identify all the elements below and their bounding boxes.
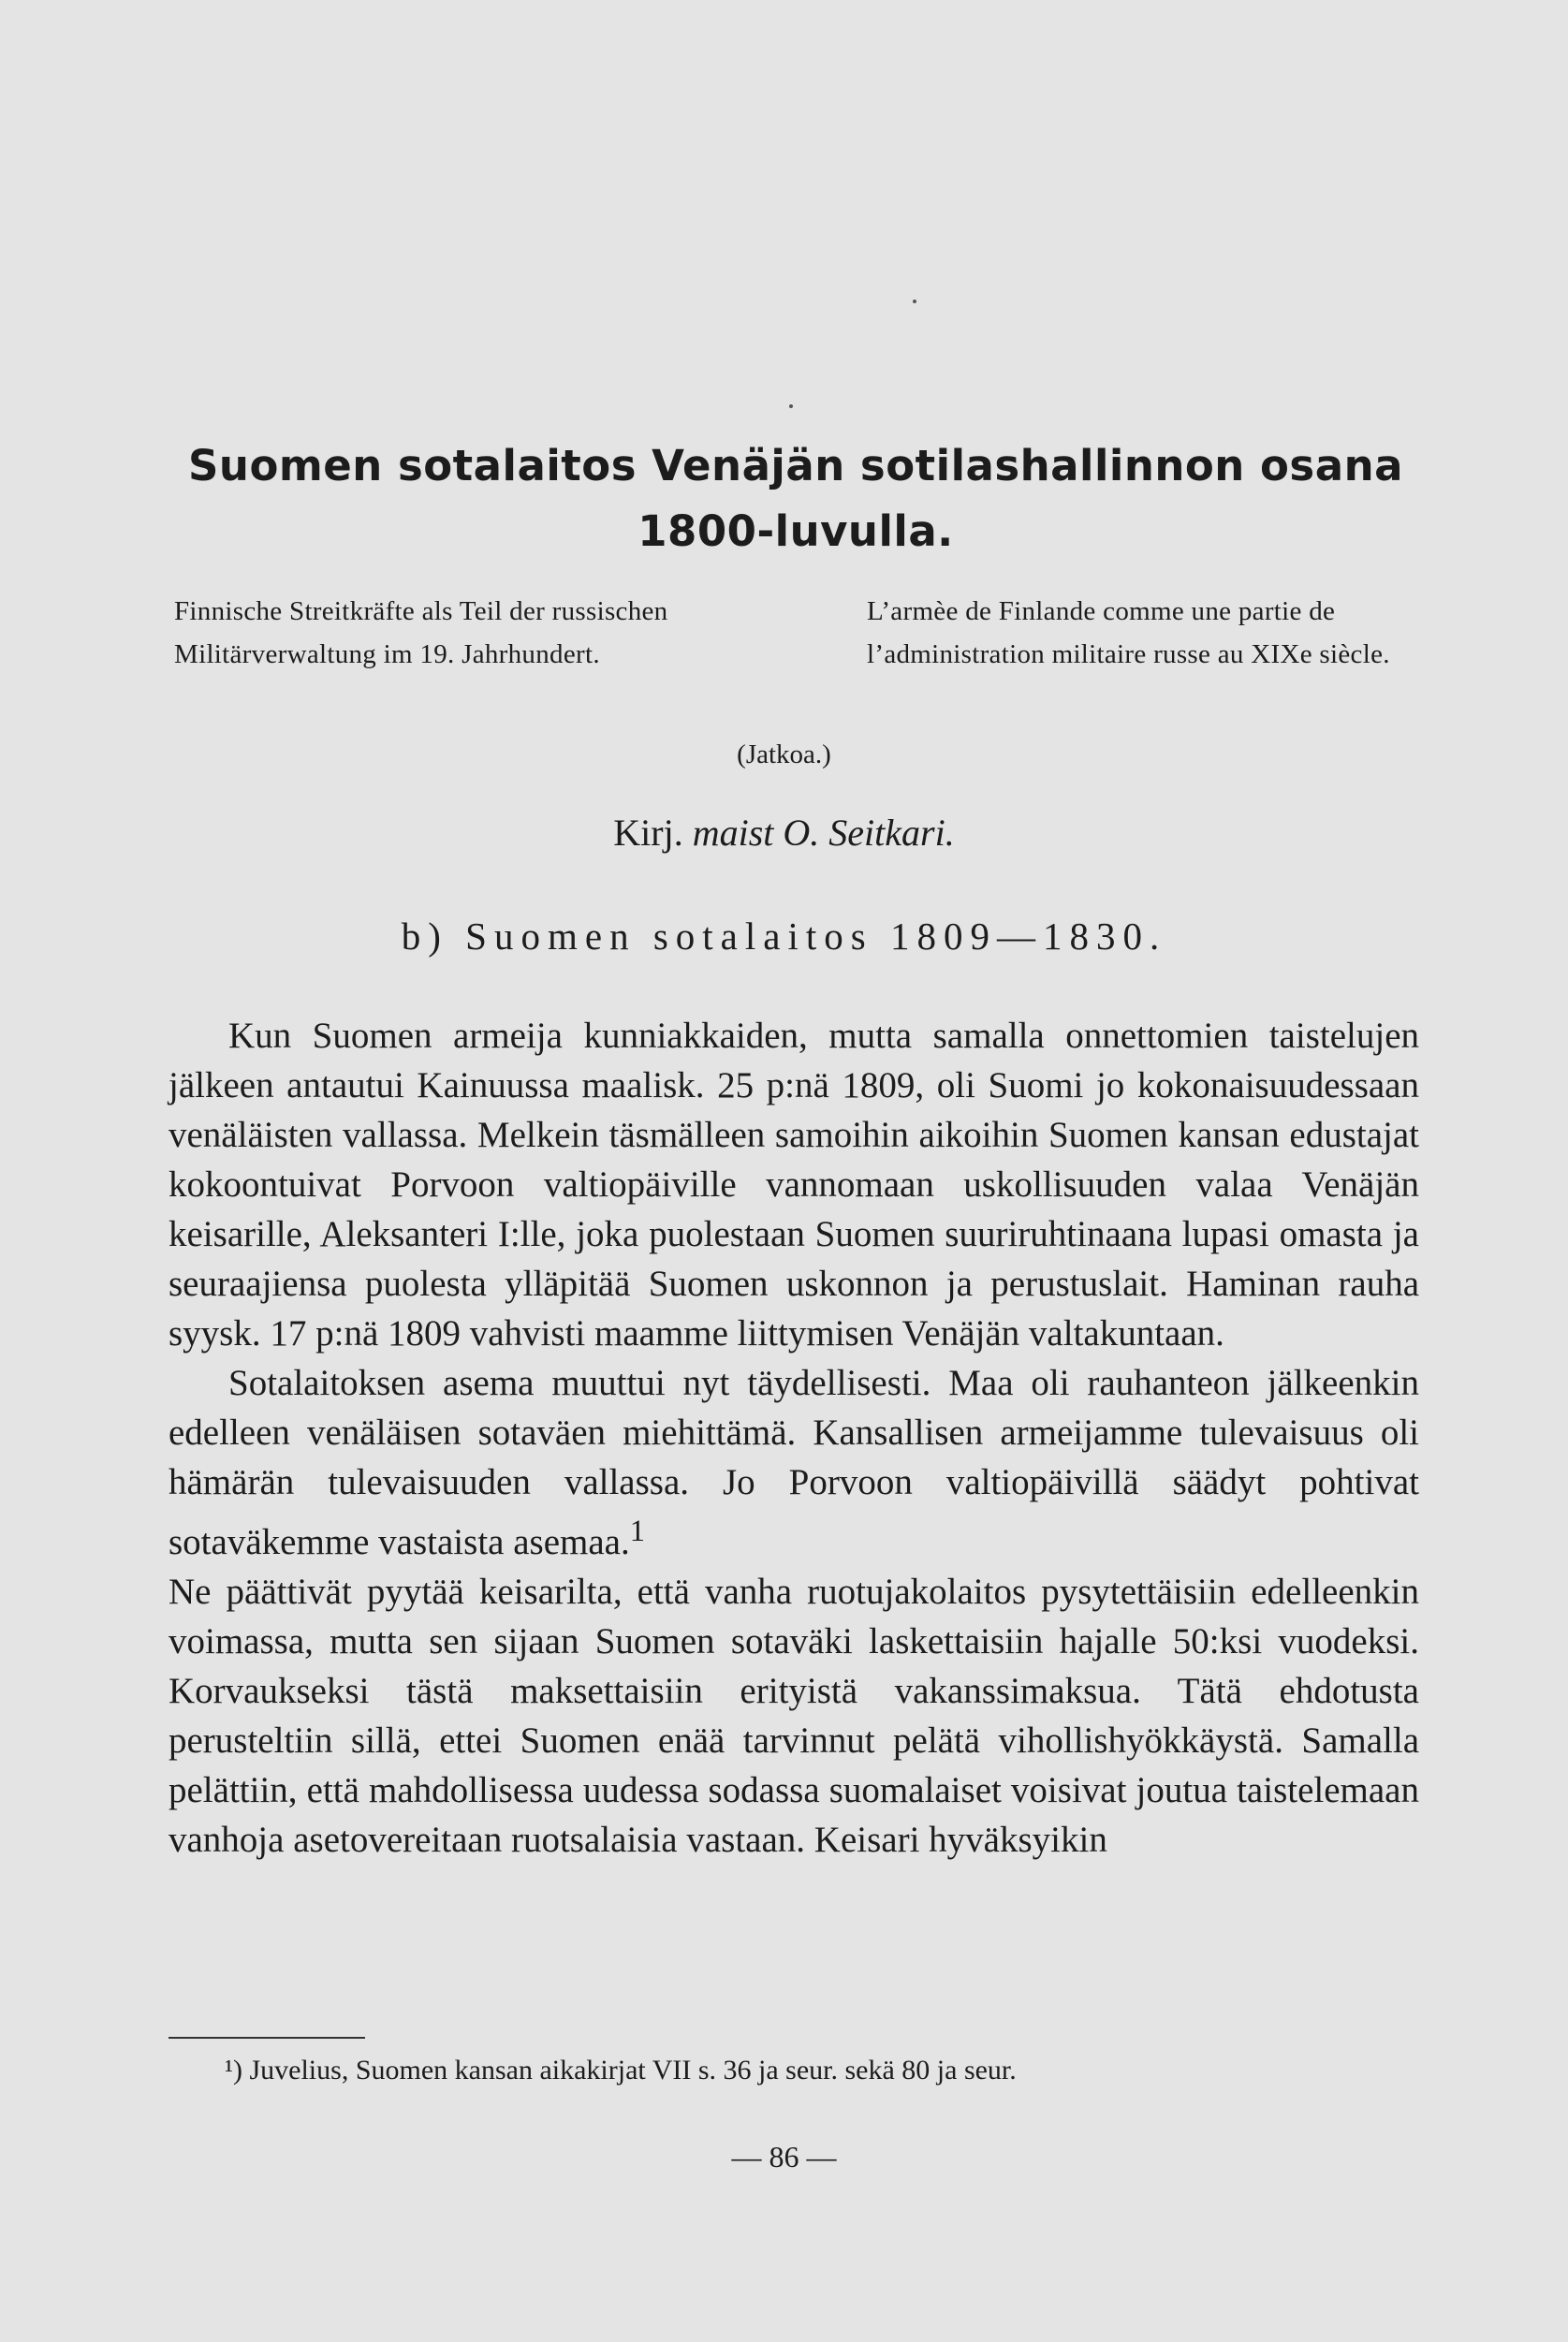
- article-title-line-2: 1800-luvulla.: [637, 506, 954, 556]
- author-name: maist O. Seitkari.: [692, 812, 955, 854]
- footnote-divider: [169, 2037, 365, 2039]
- author-prefix: Kirj.: [613, 812, 683, 854]
- paragraph-1: Kun Suomen armeija kunniakkaiden, mutta samalla onnettomien taistelujen jälkeen antautui Kainuussa maalisk. 25 p:nä 1809, oli Suomi jo kokonaisuudessaan venäläisten vallassa. Melkein täsmälleen samoihin aikoihin Suomen kansan edustajat kokoontuivat Porvoon valtiopäiville vannomaan uskollisuuden valaa Venäjän keisarille, Aleksanteri I:lle, joka puolestaan Suomen suuriruhtinaana lupasi omasta ja seuraajiensa puolesta ylläpitää Suomen uskonnon ja perustuslait. Haminan rauha syysk. 17 p:nä 1809 vahvisti maamme liittymisen Venäjän valtakuntaan.: [169, 1016, 1419, 1354]
- paragraph-2-text: Sotalaitoksen asema muuttui nyt täydellisesti. Maa oli rauhanteon jälkeenkin edelleen venäläisen sotaväen miehittämä. Kansallisen armeijamme tulevaisuus oli hämärän tulevaisuuden vallassa. Jo Porvoon valtiopäivillä säädyt pohtivat sotaväkemme vastaista asemaa.: [169, 1363, 1419, 1562]
- page-number: — 86 —: [731, 2140, 837, 2174]
- footnote-text: Juvelius, Suomen kansan aikakirjat VII s. 36 ja seur. sekä 80 ja seur.: [249, 2055, 1017, 2086]
- author-line: [0, 811, 1568, 855]
- continued-note: (Jatkoa.): [737, 739, 831, 769]
- paragraph-2: [169, 1358, 1419, 1567]
- article-title-line-1: Suomen sotalaitos Venäjän sotilashallinnon osana: [188, 441, 1403, 490]
- footnote: [225, 2052, 1423, 2089]
- german-subtitle: Finnische Streitkräfte als Teil der russischen Militärverwaltung im 19. Jahrhundert.: [174, 596, 668, 669]
- paragraph-3: Ne päättivät pyytää keisarilta, että vanha ruotujakolaitos pysytettäisiin edelleenkin voimassa, mutta sen sijaan Suomen sotaväki laskettaisiin hajalle 50:ksi vuodeksi. Korvaukseksi tästä maksettaisiin erityistä vakanssimaksua. Tätä ehdotusta perusteltiin sillä, ettei Suomen enää tarvinnut pelätä vihollishyökkäystä. Samalla pelättiin, että mahdollisessa uudessa sodassa suomalaiset voisivat joutua taistelemaan vanhoja asetovereitaan ruotsalaisia vastaan. Keisari hyväksyikin: [169, 1572, 1419, 1860]
- footnote-marker: ¹): [225, 2055, 242, 2086]
- article-body: [169, 1011, 1419, 1865]
- section-heading: b) Suomen sotalaitos 1809—1830.: [401, 915, 1167, 958]
- print-speck: [913, 300, 916, 303]
- print-speck: [789, 404, 793, 408]
- footnote-reference: 1: [629, 1515, 645, 1548]
- french-subtitle: L’armèe de Finlande comme une partie de l’administration militaire russe au XIXe siècle.: [867, 596, 1390, 669]
